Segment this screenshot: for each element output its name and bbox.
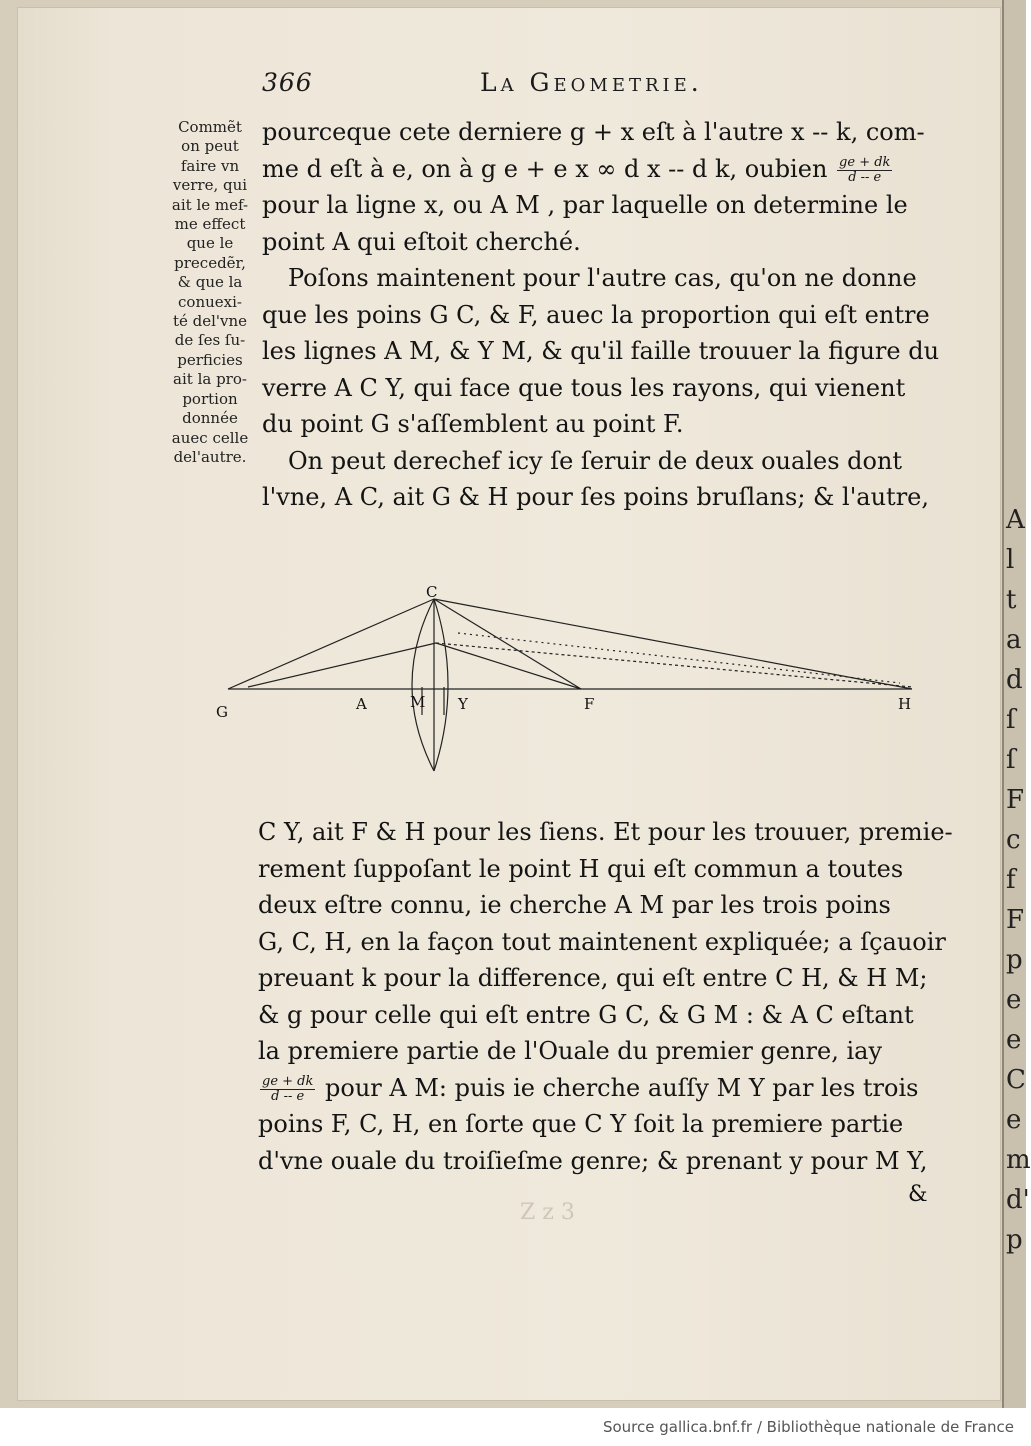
figure-label-c: C: [426, 583, 438, 601]
oval-arc-c-y: [434, 599, 448, 771]
margin-note-line: conuexi-: [178, 292, 242, 311]
figure-label-h: H: [898, 695, 912, 713]
margin-note-line: auec celle: [171, 428, 249, 447]
edge-letter: e: [1006, 1025, 1022, 1055]
bleed-through-signature: Z z 3: [520, 1200, 575, 1225]
text-line: preuant k pour la difference, qui eſt entre C H, & H M;: [258, 964, 928, 992]
margin-note-line: que le: [186, 234, 234, 253]
margin-note-line: portion: [182, 389, 238, 408]
margin-note-line: & que la: [177, 273, 243, 292]
margin-note-line: on peut: [181, 137, 239, 156]
body-text-upper: [262, 114, 962, 516]
source-credit: Source gallica.bnf.fr / Bibliothèque nationale de France: [602, 1418, 1014, 1436]
figure-label-m: M: [410, 693, 426, 711]
edge-letter: F: [1006, 785, 1025, 815]
edge-letter: p: [1006, 1225, 1023, 1255]
figure-label-y: Y: [458, 695, 468, 713]
text-line: les lignes A M, & Y M, & qu'il faille trouuer la figure du: [262, 337, 940, 365]
edge-letter: ſ: [1006, 705, 1016, 735]
margin-note-line: té del'vne: [172, 312, 248, 331]
text-line: pour la ligne x, ou A M , par laquelle on determine le: [262, 191, 908, 219]
body-text-lower: [258, 814, 958, 1179]
text-line: & g pour celle qui eſt entre G C, & G M : & A C eſtant: [258, 1000, 914, 1029]
edge-letter: p: [1006, 945, 1023, 975]
edge-letter: c: [1006, 825, 1021, 855]
text-line: rement ſuppoſant le point H qui eſt commun a toutes: [258, 854, 904, 883]
fraction: [260, 1075, 315, 1104]
edge-letter: A: [1006, 505, 1025, 535]
fraction-numerator: ge + dk: [839, 154, 891, 170]
text-line: pour A M: puis ie cherche auſſy M Y par les trois: [325, 1073, 919, 1102]
text-line: que les poins G C, & F, auec la proportion qui eſt entre: [262, 300, 930, 329]
catch-word: &: [908, 1182, 928, 1207]
margin-note-line: verre, qui: [172, 176, 248, 195]
dotted-ray-to-h: [436, 643, 912, 687]
text-line: deux eſtre connu, ie cherche A M par les trois poins: [258, 891, 891, 919]
edge-letter: a: [1006, 625, 1022, 655]
text-line: point A qui eſtoit cherché.: [262, 227, 581, 256]
text-line-with-fraction: [258, 1070, 958, 1107]
text-line: d'vne ouale du troiſieſme genre; & prenant y pour M Y,: [258, 1146, 928, 1175]
edge-letter: e: [1006, 1105, 1022, 1135]
edge-letter: t: [1006, 585, 1017, 615]
margin-note-line: ait la pro-: [173, 370, 247, 389]
text-line: la premiere partie de l'Ouale du premier genre, iay: [258, 1037, 883, 1065]
edge-letter: m: [1006, 1145, 1031, 1175]
edge-letter: e: [1006, 985, 1022, 1015]
text-line: Poſons maintenent pour l'autre cas, qu'on ne donne: [288, 264, 917, 292]
text-line: On peut derechef icy ſe ſeruir de deux ouales dont: [288, 446, 903, 475]
edge-letter: d: [1006, 665, 1023, 695]
fraction-denominator: d -- e: [271, 1088, 305, 1104]
oval-lens-figure: [200, 575, 960, 805]
margin-note-line: perficies: [177, 350, 243, 369]
text-line: du point G s'aſſemblent au point F.: [262, 410, 684, 438]
margin-note-line: ait le mef-: [171, 195, 249, 214]
dotted-ray-secondary: [458, 633, 900, 683]
ray-g-interior: [248, 643, 436, 687]
page-number: 366: [262, 68, 313, 97]
fraction-numerator: ge + dk: [262, 1073, 314, 1089]
edge-letter: F: [1006, 905, 1025, 935]
text-line: me d eſt à e, on à g e + e x ∞ d x -- d k, oubien: [262, 154, 828, 183]
edge-letter: d': [1006, 1185, 1030, 1215]
margin-note-line: del'autre.: [173, 447, 247, 466]
figure-label-f: F: [584, 695, 595, 713]
figure-label-g: G: [216, 703, 228, 721]
source-footer: [0, 1408, 1024, 1446]
text-line: l'vne, A C, ait G & H pour ſes poins bruſlans; & l'autre,: [262, 483, 930, 511]
figure-label-a: A: [356, 695, 367, 713]
text-line: G, C, H, en la façon tout maintenent expliquée; a ſçauoir: [258, 927, 946, 956]
running-title: La Geometrie.: [480, 68, 703, 97]
margin-note-line: faire vn: [180, 156, 240, 175]
margin-note-line: donnée: [182, 409, 238, 428]
oval-arc-a-c: [412, 599, 434, 771]
text-line: C Y, ait F & H pour les ſiens. Et pour les trouuer, premie-: [258, 818, 953, 846]
margin-note-line: me effect: [174, 215, 246, 234]
edge-letter: l: [1006, 545, 1015, 575]
next-page-edge-letters: [1006, 500, 1031, 1260]
text-line: pourceque cete derniere g + x eſt à l'autre x -- k, com-: [262, 118, 925, 146]
margin-note: [160, 118, 260, 467]
edge-letter: f: [1006, 865, 1016, 895]
margin-note-line: precedẽr,: [174, 253, 246, 272]
text-line: verre A C Y, qui face que tous les rayons, qui vienent: [262, 373, 906, 402]
margin-note-line: Commẽt: [178, 118, 242, 136]
text-line-with-fraction: [262, 151, 962, 188]
ray-g-c: [228, 599, 434, 689]
edge-letter: ſ: [1006, 745, 1016, 775]
edge-letter: C: [1006, 1065, 1026, 1095]
figure-drawing: [200, 575, 960, 805]
margin-note-line: de ſes ſu-: [174, 331, 246, 350]
fraction-denominator: d -- e: [848, 169, 882, 185]
text-line: poins F, C, H, en ſorte que C Y ſoit la premiere partie: [258, 1110, 904, 1138]
fraction: [837, 156, 892, 185]
ray-c-h: [434, 599, 912, 689]
